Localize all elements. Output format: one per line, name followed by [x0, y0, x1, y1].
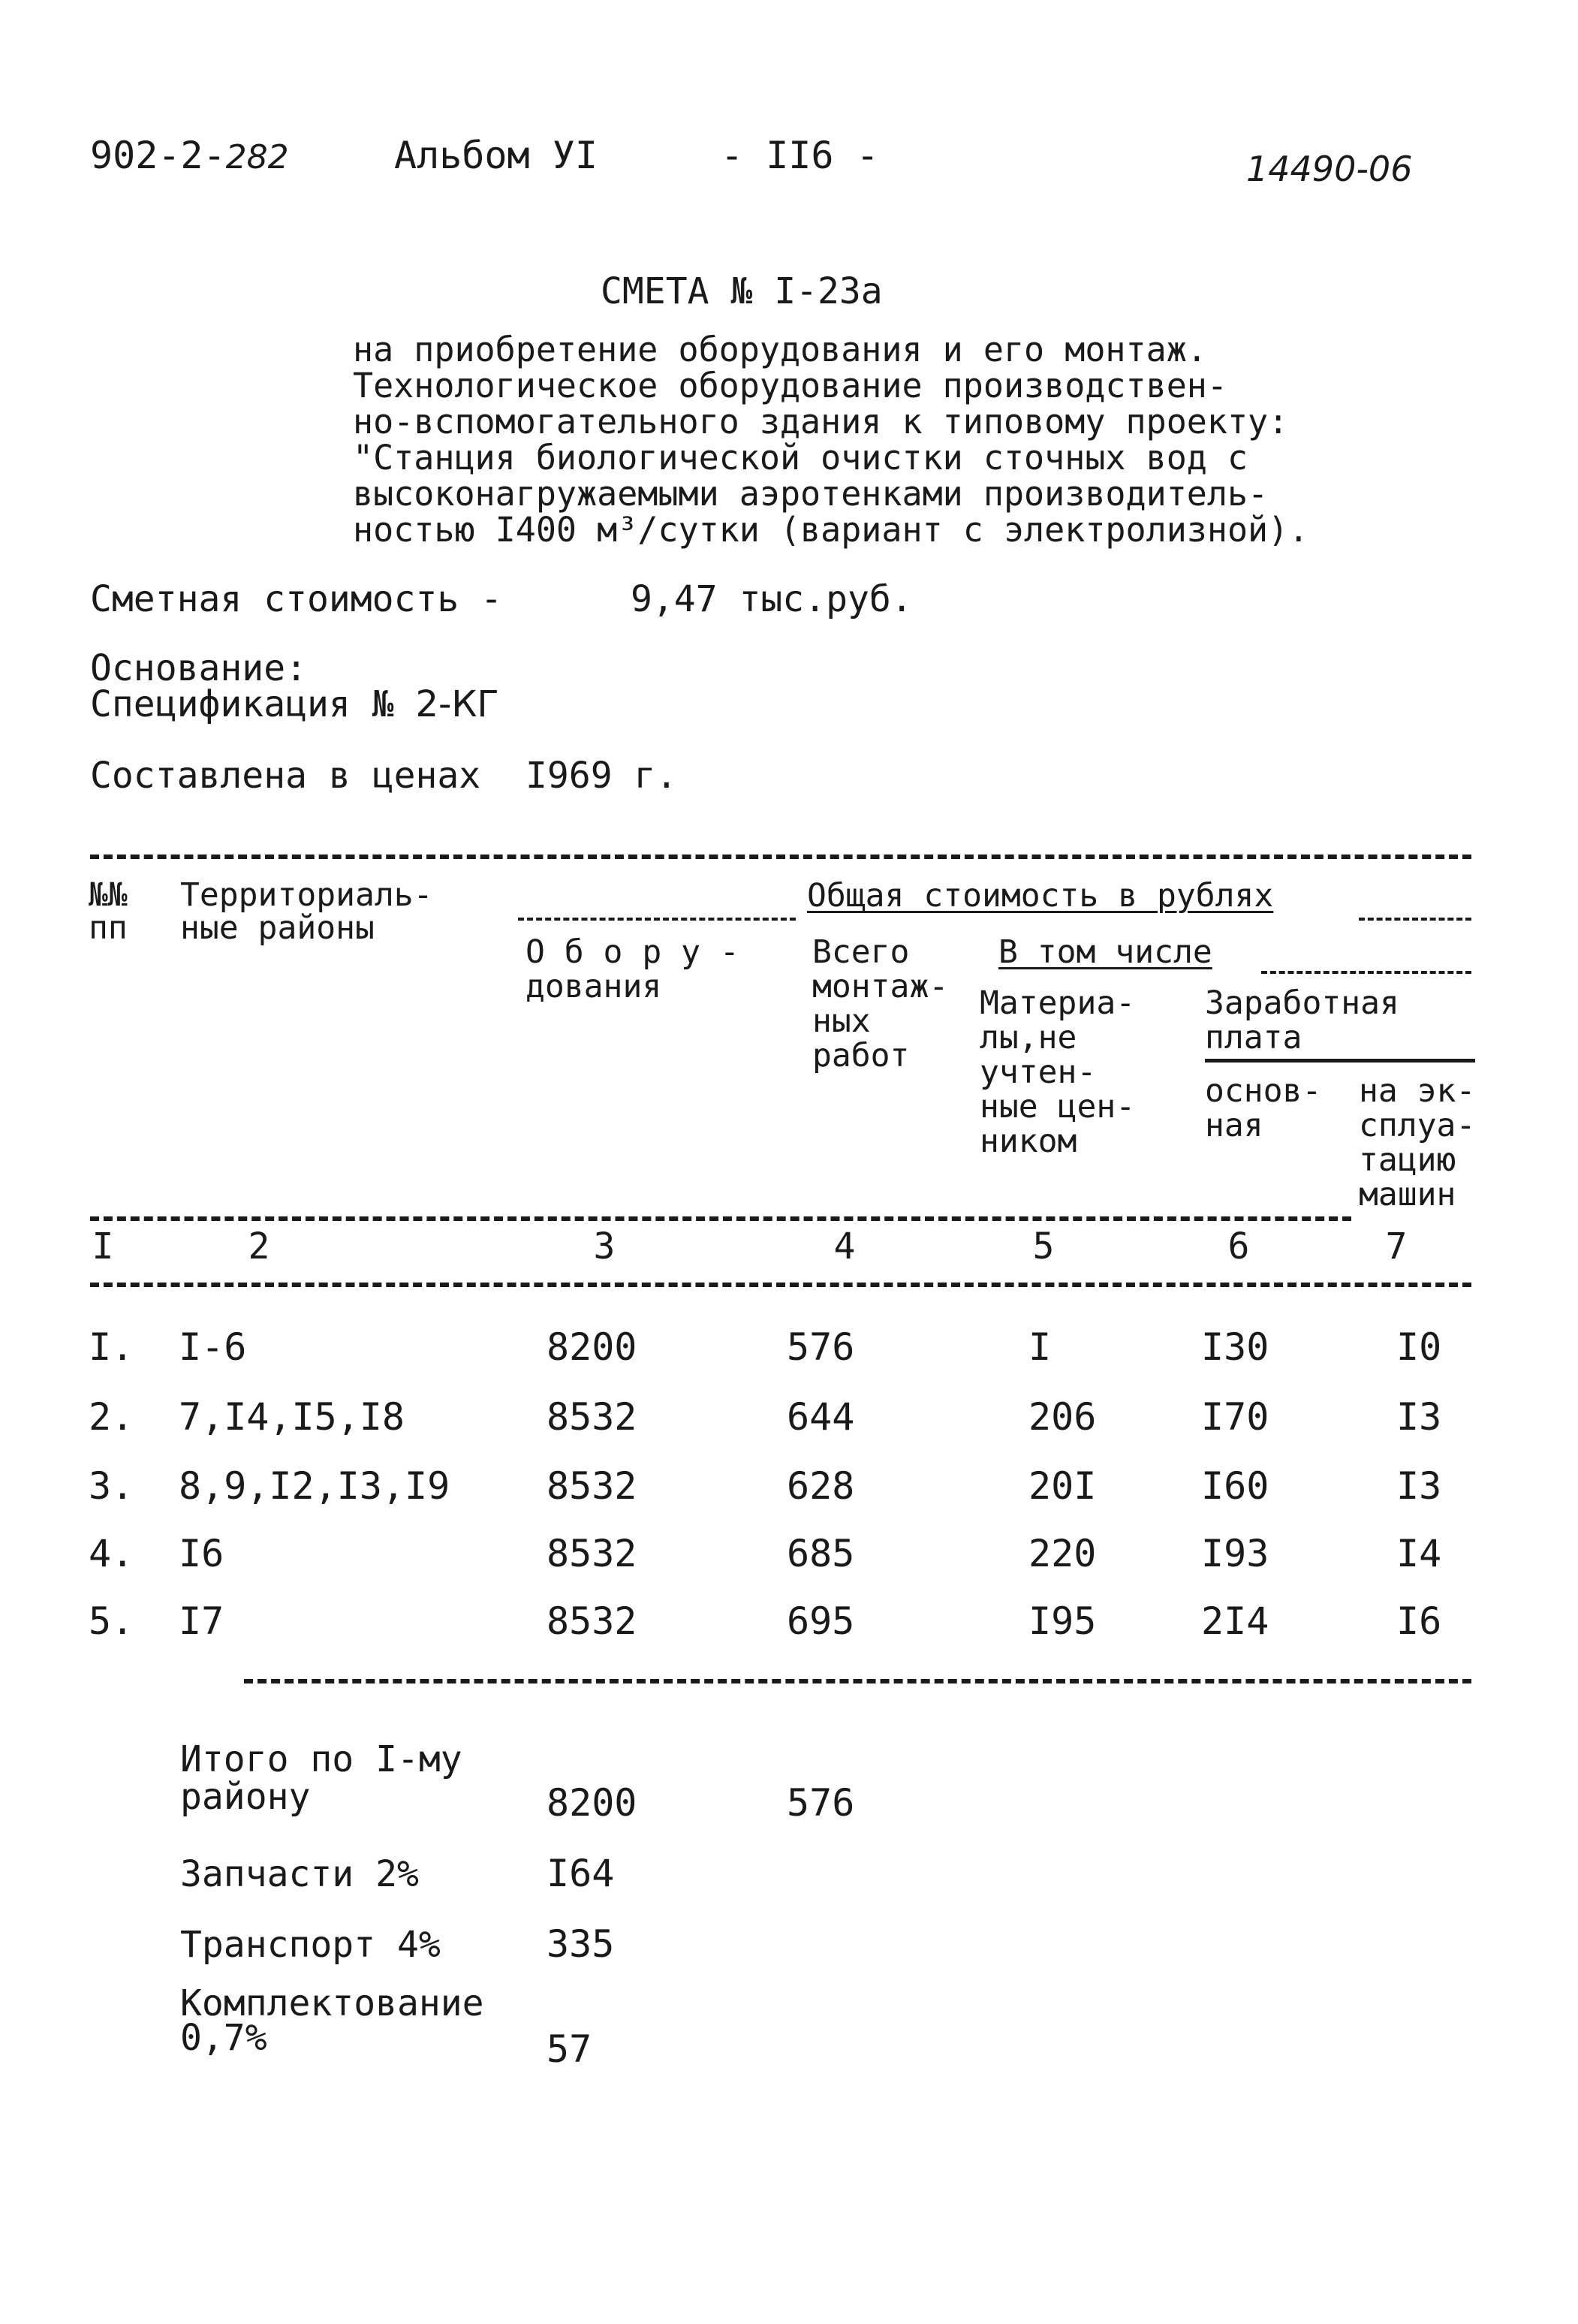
basis-spec: Спецификация № 2-КГ — [90, 683, 499, 725]
album-label: Альбом УІ — [394, 134, 598, 177]
row-installation: 644 — [787, 1395, 855, 1439]
header-dash-left — [518, 918, 796, 921]
row-number: 3. — [89, 1464, 134, 1508]
col-header-equipment: О б о р у - дования — [525, 933, 739, 1005]
row-equipment: 8532 — [547, 1464, 637, 1508]
page-number: - II6 - — [721, 134, 879, 177]
row-number: I. — [89, 1325, 134, 1369]
row-region: 7,I4,I5,I8 — [179, 1395, 405, 1439]
row-salary-base: 2I4 — [1201, 1599, 1269, 1643]
row-materials: 220 — [1028, 1532, 1097, 1575]
col-header-number: №№ пп — [89, 876, 128, 947]
basis-label: Основание: — [90, 647, 307, 689]
col-number: 4 — [833, 1225, 856, 1267]
subtitle-line: на приобретение оборудования и его монтаж. — [353, 330, 1207, 369]
row-salary-base: I30 — [1201, 1325, 1269, 1369]
totals-label: Комплектование 0,7% — [180, 1982, 484, 2059]
prices-year: I969 г. — [525, 755, 678, 797]
colnum-bottom-rule — [90, 1283, 1471, 1287]
row-installation: 576 — [787, 1325, 855, 1369]
totals-equipment: 335 — [547, 1922, 615, 1966]
row-number: 4. — [89, 1532, 134, 1575]
subtitle-line: но-вспомогательного здания к типовому проекту: — [353, 402, 1289, 442]
col-header-total-cost: Общая стоимость в рублях — [807, 877, 1274, 915]
header-dash-incl — [1261, 971, 1471, 974]
col-number: I — [92, 1225, 114, 1267]
row-number: 5. — [89, 1599, 134, 1643]
row-installation: 695 — [787, 1599, 855, 1643]
estimated-cost-label: Сметная стоимость - — [90, 578, 503, 620]
row-region: I-6 — [179, 1325, 247, 1369]
table-top-rule — [90, 855, 1471, 859]
row-salary-base: I70 — [1201, 1395, 1269, 1439]
estimate-subtitle — [353, 332, 1308, 548]
inventory-number: 14490-06 — [1246, 149, 1413, 189]
row-salary-machines: I4 — [1396, 1532, 1442, 1575]
row-salary-machines: I3 — [1396, 1395, 1442, 1439]
row-installation: 628 — [787, 1464, 855, 1508]
totals-label: Итого по I-му району — [180, 1738, 462, 1818]
col-header-salary: Заработная плата — [1205, 984, 1399, 1057]
col-header-including: В том числе — [998, 933, 1212, 971]
col-number: 5 — [1032, 1225, 1055, 1267]
row-installation: 685 — [787, 1532, 855, 1575]
prices-label: Составлена в ценах — [90, 755, 481, 797]
table-bottom-rule — [244, 1679, 1471, 1683]
estimated-cost-value: 9,47 тыс.руб. — [631, 578, 913, 620]
row-salary-machines: I3 — [1396, 1464, 1442, 1508]
row-salary-base: I60 — [1201, 1464, 1269, 1508]
col-header-salary-machines: на эк- сплуа- тацию машин — [1359, 1072, 1476, 1213]
subtitle-line: Технологическое оборудование производствен- — [353, 366, 1227, 405]
col-header-materials: Материа- лы,не учтен- ные цен- ником — [980, 984, 1136, 1160]
row-equipment: 8200 — [547, 1325, 637, 1369]
col-header-region: Территориаль- ные районы — [180, 876, 433, 947]
row-salary-machines: I0 — [1396, 1325, 1442, 1369]
col-number: 2 — [248, 1225, 270, 1267]
totals-equipment: 57 — [547, 2027, 592, 2071]
totals-equipment: 8200 — [547, 1781, 637, 1825]
row-materials: 20I — [1028, 1464, 1097, 1508]
row-number: 2. — [89, 1395, 134, 1439]
col-number: 3 — [593, 1225, 616, 1267]
row-salary-base: I93 — [1201, 1532, 1269, 1575]
totals-equipment: I64 — [547, 1852, 615, 1895]
subtitle-line: ностью I400 м³/сутки (вариант с электролизной). — [353, 510, 1309, 550]
totals-installation: 576 — [787, 1781, 855, 1825]
row-salary-machines: I6 — [1396, 1599, 1442, 1643]
subtitle-line: высоконагружаемыми аэротенками производитель- — [353, 474, 1269, 514]
row-equipment: 8532 — [547, 1599, 637, 1643]
col-number: 6 — [1227, 1225, 1250, 1267]
basis-spec-handwritten: 2-КГ — [415, 683, 499, 725]
row-equipment: 8532 — [547, 1532, 637, 1575]
salary-underline — [1205, 1059, 1475, 1063]
header-dash-right — [1359, 918, 1471, 921]
row-materials: I95 — [1028, 1599, 1097, 1643]
col-header-installation: Всего монтаж- ных работ — [812, 933, 949, 1075]
subtitle-line: "Станция биологической очистки сточных вод с — [353, 438, 1248, 478]
project-code-handwritten: 282 — [225, 138, 289, 176]
estimate-title: СМЕТА № I-23а — [601, 270, 883, 312]
row-region: I6 — [179, 1532, 224, 1575]
row-materials: 206 — [1028, 1395, 1097, 1439]
col-number: 7 — [1385, 1225, 1408, 1267]
row-equipment: 8532 — [547, 1395, 637, 1439]
row-region: 8,9,I2,I3,I9 — [179, 1464, 450, 1508]
col-header-salary-base: основ- ная — [1205, 1072, 1322, 1144]
totals-label: Запчасти 2% — [180, 1853, 419, 1895]
row-region: I7 — [179, 1599, 224, 1643]
project-code: 902-2-282 — [90, 134, 289, 177]
row-materials: I — [1028, 1325, 1052, 1369]
header-bottom-rule — [90, 1216, 1351, 1221]
totals-label: Транспорт 4% — [180, 1924, 441, 1966]
